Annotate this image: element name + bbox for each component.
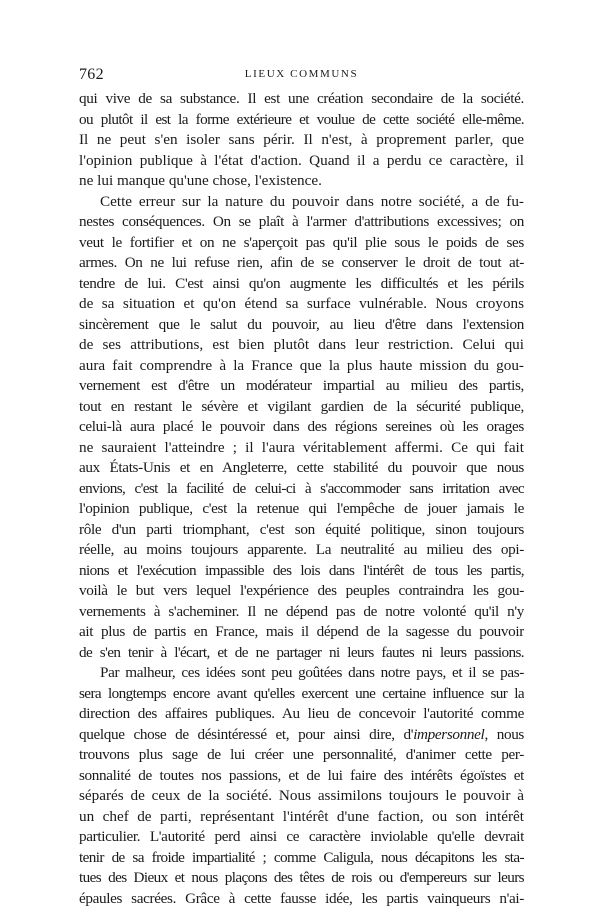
text-line: particulier. L'autorité perd ainsi ce caractère inviolable qu'elle devrait bbox=[79, 827, 524, 848]
text-line: celui-là aura placé le pouvoir dans des régions sereines où les orages bbox=[79, 417, 524, 438]
text-line: de sa situation et qu'on étend sa surface vulnérable. Nous croyons bbox=[79, 294, 524, 315]
text-line: rôle d'un parti triomphant, c'est son équité politique, sinon toujours bbox=[79, 520, 524, 541]
text-line: sera longtemps encore avant qu'elles exercent une certaine influence sur la bbox=[79, 684, 524, 705]
text-line: vernement est d'être un modérateur impartial au milieu des partis, bbox=[79, 376, 524, 397]
text-line: tout en restant le sévère et vigilant gardien de la sécurité publique, bbox=[79, 397, 524, 418]
text-line: de ses attributions, est bien plutôt dans leur restriction. Celui qui bbox=[79, 335, 524, 356]
text-line: l'opinion publique, c'est la retenue qui l'empêche de jouer jamais le bbox=[79, 499, 524, 520]
text-line: vernements à s'acheminer. Il ne dépend pas de notre volonté qu'il n'y bbox=[79, 602, 524, 623]
text-line: aura fait comprendre à la France que la plus haute mission du gou- bbox=[79, 356, 524, 377]
text-fragment: quelque chose de désintéressé et, pour ainsi dire, d' bbox=[79, 726, 413, 743]
text-line: ou plutôt il est la forme extérieure et voulue de cette société elle-même. bbox=[79, 110, 524, 131]
text-line: tendre de lui. C'est ainsi qu'on augmente les difficultés et les périls bbox=[79, 274, 524, 295]
text-line: aux États-Unis et en Angleterre, cette stabilité du pouvoir que nous bbox=[79, 458, 524, 479]
text-line: sincèrement que le salut du pouvoir, au lieu d'être dans l'extension bbox=[79, 315, 524, 336]
text-line: veut le fortifier et on ne s'aperçoit pas qu'il plie sous le poids de ses bbox=[79, 233, 524, 254]
text-line: sonnalité de toutes nos passions, et de lui faire des intérêts égoïstes et bbox=[79, 766, 524, 787]
text-line: Il ne peut s'en isoler sans périr. Il n'est, à proprement parler, que bbox=[79, 130, 524, 151]
text-line: tenir de sa froide impartialité ; comme Caligula, nous décapitons les sta- bbox=[79, 848, 524, 869]
text-line: réelle, au moins toujours apparente. La neutralité au milieu des opi- bbox=[79, 540, 524, 561]
text-line: trouvons plus sage de lui créer une personnalité, d'animer cette per- bbox=[79, 745, 524, 766]
running-title: LIEUX COMMUNS bbox=[79, 68, 524, 80]
text-line: ait plus de partis en France, mais il dépend de la sagesse du pouvoir bbox=[79, 622, 524, 643]
text-line: un chef de parti, représentant l'intérêt d'une faction, ou son intérêt bbox=[79, 807, 524, 828]
text-line: l'opinion publique à l'état d'action. Quand il a perdu ce caractère, il bbox=[79, 151, 524, 172]
page-number: 762 bbox=[79, 66, 104, 84]
text-line bbox=[79, 725, 524, 746]
running-head bbox=[79, 66, 524, 88]
text-line: tues des Dieux et nous plaçons des têtes de rois ou d'empereurs sur leurs bbox=[79, 868, 524, 889]
text-fragment: , nous bbox=[484, 726, 524, 743]
text-line: ne lui manque qu'une chose, l'existence. bbox=[79, 171, 524, 192]
paragraph-3 bbox=[79, 663, 524, 909]
text-line: nions et l'exécution impassible des lois dans l'intérêt de tous les partis, bbox=[79, 561, 524, 582]
text-line: nestes conséquences. On se plaît à l'armer d'attributions excessives; on bbox=[79, 212, 524, 233]
text-line: voilà le but vers lequel l'expérience des peuples contraindra les gou- bbox=[79, 581, 524, 602]
text-line: Par malheur, ces idées sont peu goûtées dans notre pays, et il se pas- bbox=[79, 663, 524, 684]
paragraph-1 bbox=[79, 89, 524, 192]
text-line: séparés de ceux de la société. Nous assimilons toujours le pouvoir à bbox=[79, 786, 524, 807]
text-line: direction des affaires publiques. Au lieu de concevoir l'autorité comme bbox=[79, 704, 524, 725]
text-line: épaules sacrées. Grâce à cette fausse idée, les partis vainqueurs n'ai- bbox=[79, 889, 524, 909]
italic-word: impersonnel bbox=[413, 726, 484, 743]
text-line: de s'en tenir à l'écart, et de ne partager ni leurs fautes ni leurs passions. bbox=[79, 643, 524, 664]
text-line: armes. On ne lui refuse rien, afin de se conserver le droit de tout at- bbox=[79, 253, 524, 274]
text-line: envions, c'est la facilité de celui-ci à s'accommoder sans irritation avec bbox=[79, 479, 524, 500]
body-text bbox=[79, 89, 524, 909]
text-line: qui vive de sa substance. Il est une création secondaire de la société. bbox=[79, 89, 524, 110]
text-line: Cette erreur sur la nature du pouvoir dans notre société, a de fu- bbox=[79, 192, 524, 213]
text-line: ne sauraient l'atteindre ; il l'aura véritablement affermi. Ce qui fait bbox=[79, 438, 524, 459]
paragraph-2 bbox=[79, 192, 524, 664]
